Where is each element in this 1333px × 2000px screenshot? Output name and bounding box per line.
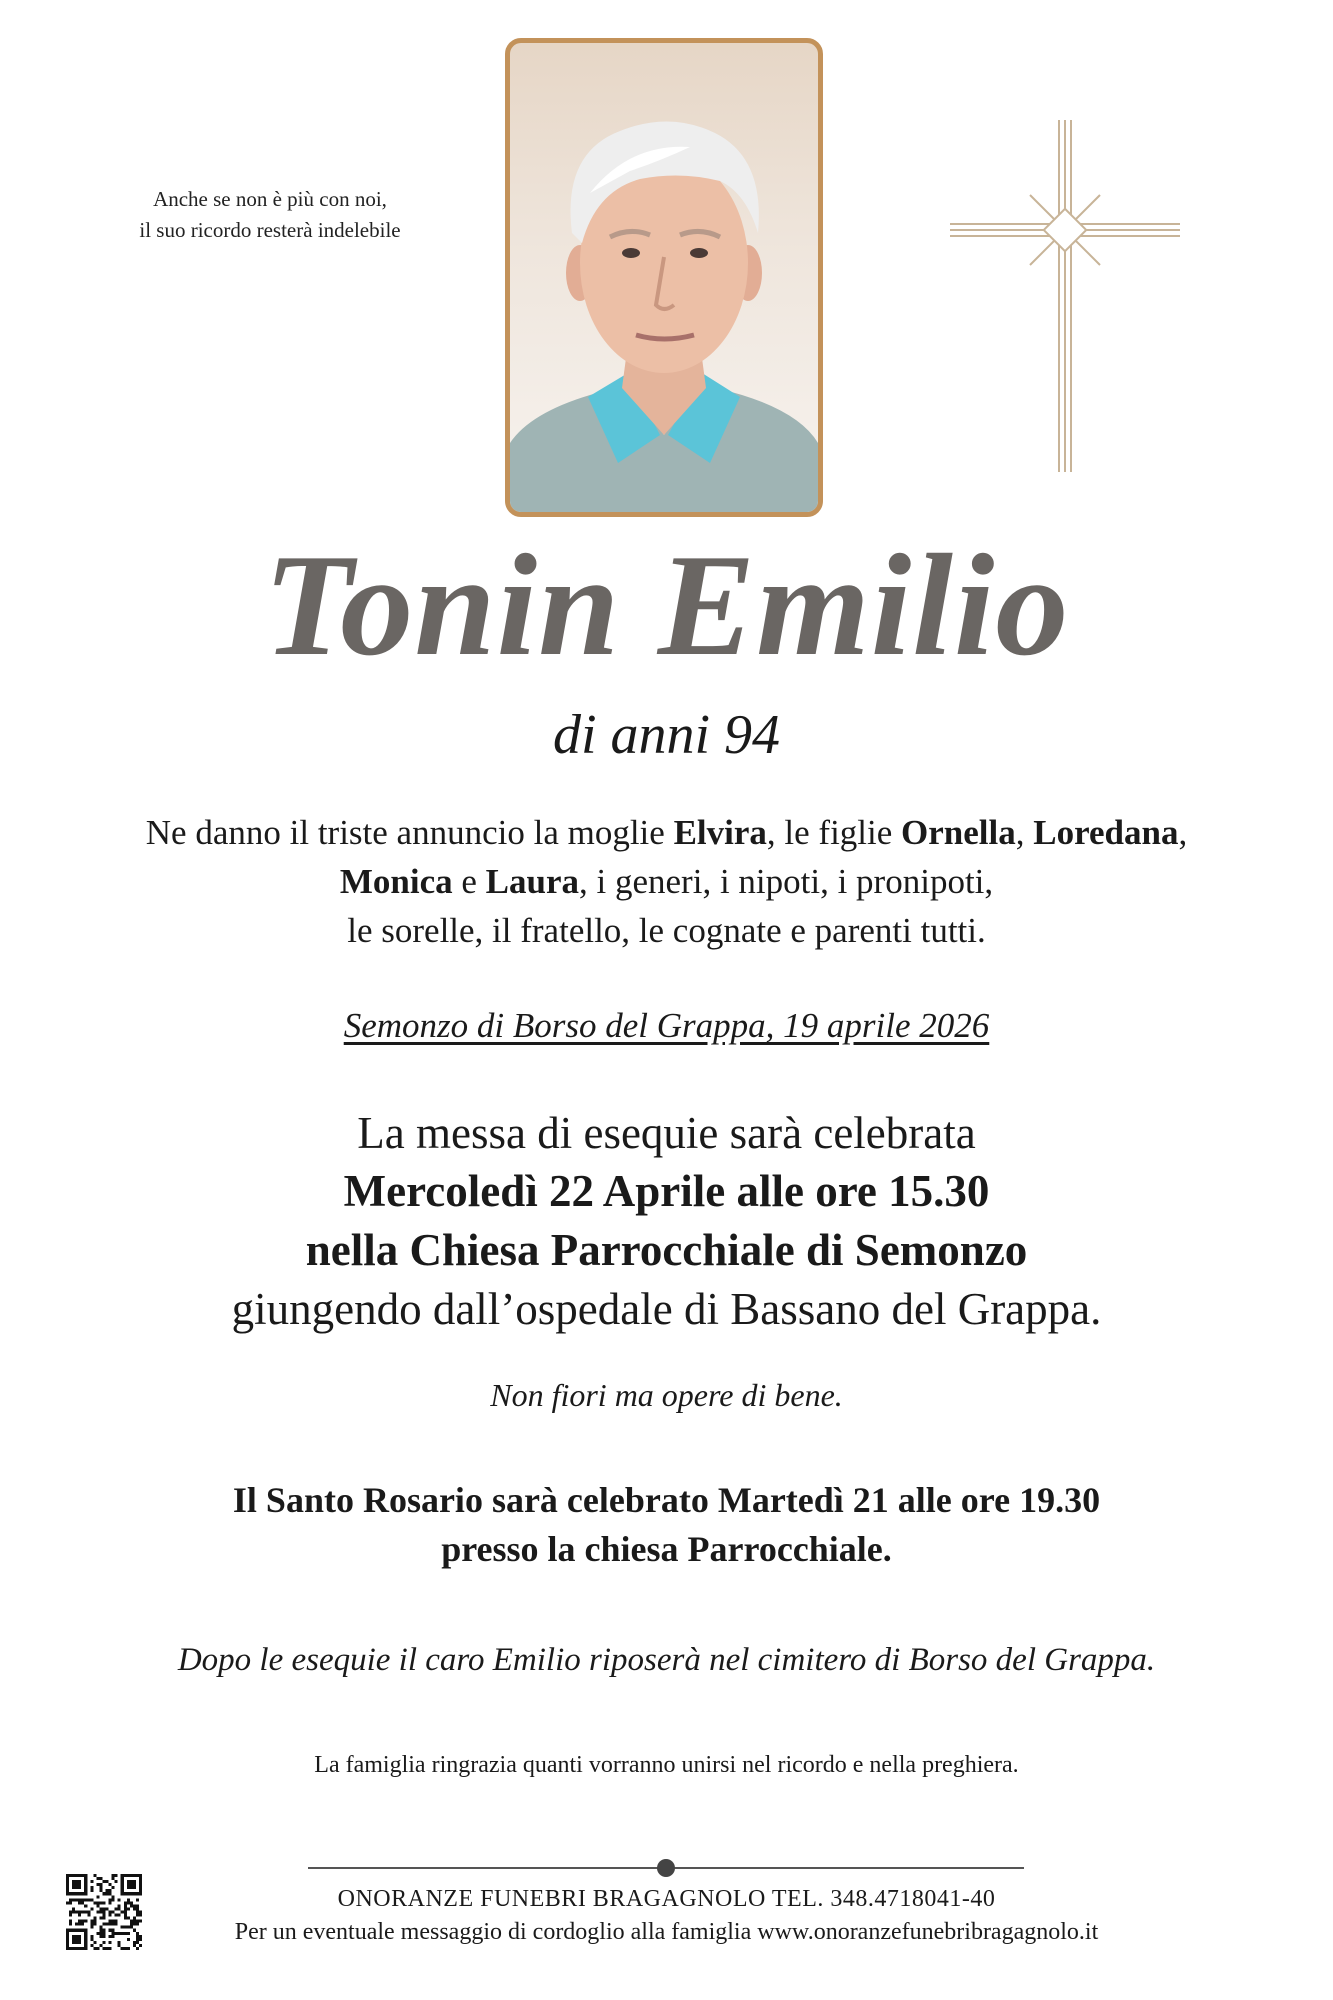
portrait-illustration xyxy=(510,43,818,512)
announcement-text xyxy=(0,808,1333,955)
funeral-location: nella Chiesa Parrocchiale di Semonzo xyxy=(305,1225,1028,1275)
portrait-photo xyxy=(505,38,823,517)
announcement-text-part: , i generi, i nipoti, i pronipoti, xyxy=(579,862,994,901)
cross-icon xyxy=(950,120,1180,472)
family-name-daughter: Laura xyxy=(485,862,580,901)
announcement-text-part: Ne danno il triste annuncio la moglie xyxy=(145,813,674,852)
no-flowers-note: Non fiori ma opere di bene. xyxy=(490,1377,843,1413)
announcement-text-part: , le figlie xyxy=(766,813,902,852)
funeral-datetime: Mercoledì 22 Aprile alle ore 15.30 xyxy=(343,1166,990,1216)
qr-code-icon[interactable] xyxy=(66,1874,142,1950)
memorial-quote xyxy=(60,184,480,246)
place-date: Semonzo di Borso del Grappa, 19 aprile 2026 xyxy=(343,1006,990,1045)
rosary-line-1: Il Santo Rosario sarà celebrato Martedì 21 alle ore 19.30 xyxy=(232,1480,1101,1520)
funeral-line-4: giungendo dall’ospedale di Bassano del Grappa. xyxy=(231,1284,1102,1334)
footer-divider xyxy=(308,1858,1024,1878)
family-name-daughter: Loredana xyxy=(1033,813,1179,852)
deceased-age: di anni 94 xyxy=(552,704,781,766)
burial-note: Dopo le esequie il caro Emilio riposerà nel cimitero di Borso del Grappa. xyxy=(177,1642,1156,1678)
family-name-wife: Elvira xyxy=(673,813,767,852)
announcement-line-2 xyxy=(0,857,1333,906)
announcement-text-part: e xyxy=(452,862,486,901)
rosary-line-2: presso la chiesa Parrocchiale. xyxy=(441,1529,892,1569)
announcement-line-1 xyxy=(0,808,1333,857)
family-thanks: La famiglia ringrazia quanti vorranno unirsi nel ricordo e nella preghiera. xyxy=(314,1752,1019,1778)
condolence-website[interactable]: Per un eventuale messaggio di cordoglio alla famiglia www.onoranzefunebribragagnolo.it xyxy=(234,1919,1099,1945)
family-name-daughter: Monica xyxy=(339,862,453,901)
announcement-text-part: , xyxy=(1015,813,1034,852)
deceased-name: Tonin Emilio xyxy=(263,524,1070,686)
funeral-line-1: La messa di esequie sarà celebrata xyxy=(357,1108,976,1158)
quote-line-2: il suo ricordo resterà indelebile xyxy=(139,218,401,242)
quote-line-1: Anche se non è più con noi, xyxy=(153,187,387,211)
funeral-home-contact: ONORANZE FUNEBRI BRAGAGNOLO TEL. 348.4718041-40 xyxy=(337,1886,996,1912)
announcement-text-part: , xyxy=(1178,813,1188,852)
family-name-daughter: Ornella xyxy=(901,813,1016,852)
announcement-line-3: le sorelle, il fratello, le cognate e parenti tutti. xyxy=(347,911,986,950)
